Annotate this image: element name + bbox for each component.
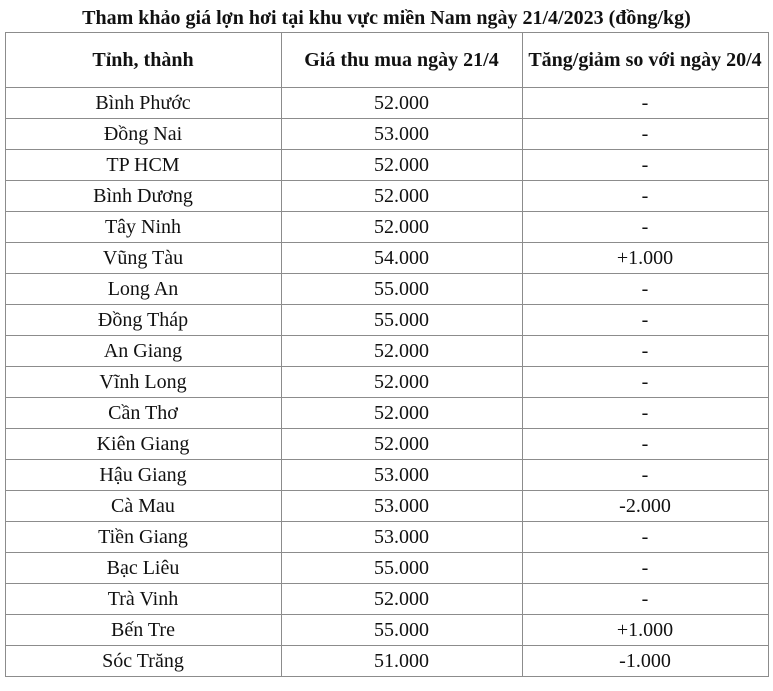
cell-change: - — [522, 274, 768, 305]
table-row — [5, 522, 768, 553]
cell-province: Trà Vinh — [5, 584, 281, 615]
cell-change: - — [522, 150, 768, 181]
cell-price: 52.000 — [281, 181, 522, 212]
header-change: Tăng/giảm so với ngày 20/4 — [522, 33, 768, 88]
table-row — [5, 243, 768, 274]
cell-province: Long An — [5, 274, 281, 305]
table-row — [5, 150, 768, 181]
cell-price: 52.000 — [281, 398, 522, 429]
table-row — [5, 429, 768, 460]
header-row — [5, 33, 768, 88]
cell-province: Bình Dương — [5, 181, 281, 212]
table-row — [5, 491, 768, 522]
cell-price: 52.000 — [281, 429, 522, 460]
cell-price: 52.000 — [281, 88, 522, 119]
header-purchase-price: Giá thu mua ngày 21/4 — [281, 33, 522, 88]
cell-change: - — [522, 367, 768, 398]
pig-price-table — [5, 32, 769, 677]
cell-change: - — [522, 429, 768, 460]
cell-change: - — [522, 336, 768, 367]
cell-price: 52.000 — [281, 212, 522, 243]
cell-price: 51.000 — [281, 646, 522, 677]
cell-province: Vũng Tàu — [5, 243, 281, 274]
header-province: Tỉnh, thành — [5, 33, 281, 88]
cell-province: Bến Tre — [5, 615, 281, 646]
cell-price: 55.000 — [281, 274, 522, 305]
cell-change: - — [522, 88, 768, 119]
table-title: Tham khảo giá lợn hơi tại khu vực miền Nam ngày 21/4/2023 (đồng/kg) — [82, 7, 691, 29]
cell-change: - — [522, 398, 768, 429]
cell-price: 55.000 — [281, 553, 522, 584]
cell-province: Tây Ninh — [5, 212, 281, 243]
cell-change: - — [522, 119, 768, 150]
cell-price: 55.000 — [281, 305, 522, 336]
cell-change: +1.000 — [522, 243, 768, 274]
table-row — [5, 274, 768, 305]
cell-price: 52.000 — [281, 336, 522, 367]
table-row — [5, 336, 768, 367]
table-row — [5, 460, 768, 491]
cell-province: TP HCM — [5, 150, 281, 181]
cell-province: Cần Thơ — [5, 398, 281, 429]
cell-change: -1.000 — [522, 646, 768, 677]
cell-province: Tiền Giang — [5, 522, 281, 553]
cell-price: 52.000 — [281, 584, 522, 615]
table-row — [5, 305, 768, 336]
table-row — [5, 398, 768, 429]
table-row — [5, 646, 768, 677]
table-row — [5, 367, 768, 398]
cell-province: An Giang — [5, 336, 281, 367]
cell-province: Bình Phước — [5, 88, 281, 119]
cell-province: Kiên Giang — [5, 429, 281, 460]
table-body — [5, 88, 768, 677]
cell-province: Hậu Giang — [5, 460, 281, 491]
cell-change: - — [522, 522, 768, 553]
cell-price: 52.000 — [281, 367, 522, 398]
cell-province: Vĩnh Long — [5, 367, 281, 398]
cell-change: -2.000 — [522, 491, 768, 522]
cell-province: Cà Mau — [5, 491, 281, 522]
table-row — [5, 615, 768, 646]
cell-price: 53.000 — [281, 119, 522, 150]
cell-price: 55.000 — [281, 615, 522, 646]
cell-change: - — [522, 460, 768, 491]
table-row — [5, 212, 768, 243]
cell-province: Đồng Tháp — [5, 305, 281, 336]
cell-price: 53.000 — [281, 460, 522, 491]
cell-price: 54.000 — [281, 243, 522, 274]
table-row — [5, 181, 768, 212]
cell-province: Đồng Nai — [5, 119, 281, 150]
table-row — [5, 88, 768, 119]
cell-price: 53.000 — [281, 491, 522, 522]
cell-price: 53.000 — [281, 522, 522, 553]
cell-change: - — [522, 181, 768, 212]
cell-province: Sóc Trăng — [5, 646, 281, 677]
cell-change: - — [522, 584, 768, 615]
cell-change: - — [522, 212, 768, 243]
cell-province: Bạc Liêu — [5, 553, 281, 584]
cell-change: +1.000 — [522, 615, 768, 646]
cell-price: 52.000 — [281, 150, 522, 181]
table-row — [5, 119, 768, 150]
table-row — [5, 584, 768, 615]
cell-change: - — [522, 553, 768, 584]
table-row — [5, 553, 768, 584]
cell-change: - — [522, 305, 768, 336]
